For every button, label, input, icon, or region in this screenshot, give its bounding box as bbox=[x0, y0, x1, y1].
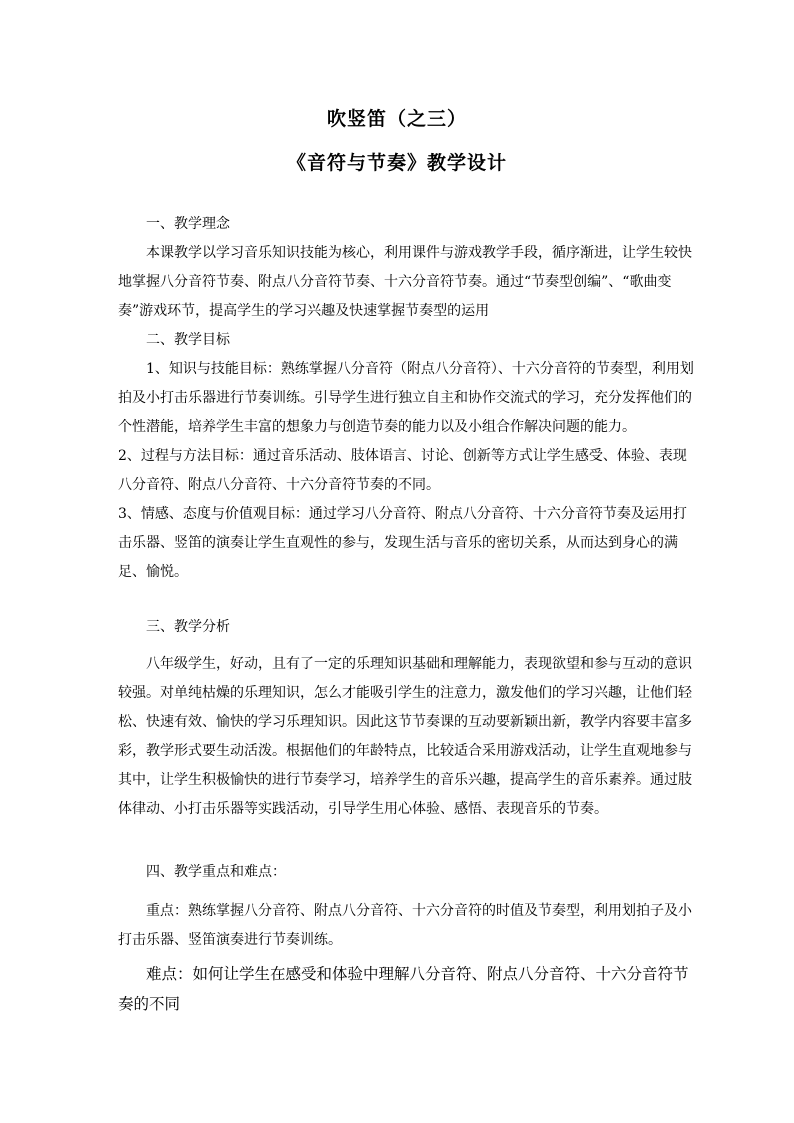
key-point-paragraph: 重点：熟练掌握八分音符、附点八分音符、十六分音符的时值及节奏型，利用划拍子及小打击乐器、竖笛演奏进行节奏训练。 bbox=[118, 903, 692, 948]
section-heading: 三、教学分析 bbox=[146, 619, 230, 635]
section-teaching-analysis bbox=[118, 613, 694, 824]
goal-emotion-values: 3、情感、态度与价值观目标：通过学习八分音符、附点八分音符、十六分音符节奏及运用打击乐器、竖笛的演奏让学生直观性的参与，发现生活与音乐的密切关系，从而达到身心的满足、愉悦。 bbox=[118, 506, 687, 580]
section-paragraph: 八年级学生，好动，且有了一定的乐理知识基础和理解能力，表现欲望和参与互动的意识较强。对单纯枯燥的乐理知识，怎么才能吸引学生的注意力，激发他们的学习兴趣，让他们轻松、快速有效、愉快的学习乐理知识。因此这节节奏课的互动要新颖出新，教学内容要丰富多彩，教学形式要生动活泼。根据他们的年龄特点，比较适合采用游戏活动，让学生直观地参与其中，让学生积极愉快的进行节奏学习，培养学生的音乐兴趣，提高学生的音乐素养。通过肢体律动、小打击乐器等实践活动，引导学生用心体验、感悟、表现音乐的节奏。 bbox=[118, 656, 692, 817]
document-subtitle: 《音符与节奏》教学设计 bbox=[286, 152, 507, 174]
goal-knowledge-skills: 1、知识与技能目标：熟练掌握八分音符（附点八分音符）、十六分音符的节奏型，利用划拍及小打击乐器进行节奏训练。引导学生进行独立自主和协作交流式的学习，充分发挥他们的个性潜能，培养学生丰富的想象力与创造节奏的能力以及小组合作解决问题的能力。 bbox=[118, 361, 694, 435]
section-heading: 二、教学目标 bbox=[146, 332, 230, 348]
section-key-points bbox=[118, 858, 694, 1019]
section-heading: 四、教学重点和难点： bbox=[146, 864, 286, 880]
section-teaching-goals bbox=[118, 326, 694, 587]
difficulty-paragraph: 难点：如何让学生在感受和体验中理解八分音符、附点八分音符、十六分音符节奏的不同 bbox=[118, 965, 689, 1013]
section-teaching-philosophy bbox=[118, 210, 694, 326]
document-title: 吹竖笛（之三） bbox=[326, 108, 467, 130]
section-paragraph: 本课教学以学习音乐知识技能为核心，利用课件与游戏教学手段，循序渐进，让学生较快地掌握八分音符节奏、附点八分音符节奏、十六分音符节奏。通过“节奏型创编”、“歌曲变奏”游戏环节，提高学生的学习兴趣及快速掌握节奏型的运用 bbox=[118, 245, 692, 319]
section-heading: 一、教学理念 bbox=[146, 216, 230, 232]
goal-process-methods: 2、过程与方法目标：通过音乐活动、肢体语言、讨论、创新等方式让学生感受、体验、表现八分音符、附点八分音符、十六分音符节奏的不同。 bbox=[118, 448, 687, 493]
